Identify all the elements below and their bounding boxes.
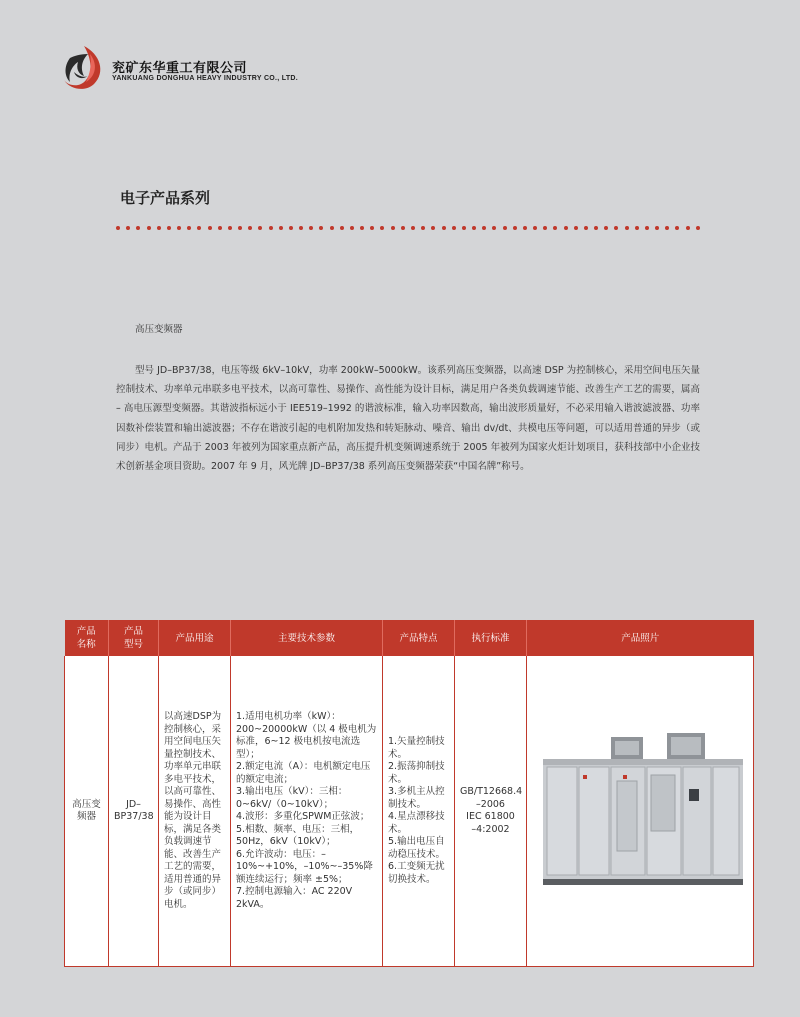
divider-dot: [533, 226, 537, 230]
table-row: [65, 656, 754, 967]
divider-dot: [401, 226, 405, 230]
divider-dot: [564, 226, 568, 230]
section-title: 电子产品系列: [120, 189, 211, 207]
header-product-features: 产品特点: [383, 620, 455, 656]
divider-dot: [269, 226, 273, 230]
divider-dot: [442, 226, 446, 230]
divider-dot: [523, 226, 527, 230]
cell-product-model: JD– BP37/38: [109, 656, 159, 967]
divider-dot: [208, 226, 212, 230]
divider-dot: [604, 226, 608, 230]
company-logo-icon: [60, 44, 110, 92]
divider-dot: [279, 226, 283, 230]
header-product-model: 产品 型号: [109, 620, 159, 656]
divider-dot: [594, 226, 598, 230]
divider-dot: [218, 226, 222, 230]
divider-dot: [614, 226, 618, 230]
divider-dot: [350, 226, 354, 230]
divider-dot: [167, 226, 171, 230]
divider-dot: [675, 226, 679, 230]
divider-dot: [258, 226, 262, 230]
divider-dot: [431, 226, 435, 230]
cell-product-name: 高压变 频器: [65, 656, 109, 967]
header-tech-params: 主要技术参数: [231, 620, 383, 656]
divider-dot: [147, 226, 151, 230]
divider-dot: [238, 226, 242, 230]
divider-dot: [645, 226, 649, 230]
divider-dot: [391, 226, 395, 230]
header-product-name: 产品 名称: [65, 620, 109, 656]
divider-dot: [187, 226, 191, 230]
divider-dot: [574, 226, 578, 230]
divider-dot: [584, 226, 588, 230]
divider-dot: [472, 226, 476, 230]
divider-dot: [543, 226, 547, 230]
cell-product-features: 1.矢量控制技术。 2.振荡抑制技术。 3.多机主从控制技术。 4.星点漂移技术。 5.输出电压自动稳压技术。 6.工变频无扰切换技术。: [383, 656, 455, 967]
divider-dot: [665, 226, 669, 230]
header-standard: 执行标准: [455, 620, 527, 656]
divider-dot: [553, 226, 557, 230]
header-product-photo: 产品照片: [527, 620, 754, 656]
divider-dot: [696, 226, 700, 230]
divider-dot: [513, 226, 517, 230]
table-header-row: [65, 620, 754, 656]
product-description: 型号 JD–BP37/38，电压等级 6kV–10kV，功率 200kW–5000kW。该系列高压变频器，以高速 DSP 为控制核心，采用空间电压矢量控制技术、功率单元串联多电平技术，以高可靠性、易操作、高性能为设计目标，满足用户各类负载调速节能、改善生产工艺的需要，属高 – 高电压源型变频器。其谐波指标远小于 IEE519–1992 的谐波标准，输入功率因数高，输出波形质量好，不必采用输入谐波滤波器、功率因数补偿装置和输出滤波器；不存在谐波引起的电机附加发热和转矩脉动、噪音、输出 dv/dt、共模电压等问题，可以适用普通的异步（或同步）电机。产品于 2003 年被列为国家重点新产品，高压提升机变频调速系统于 2005 年被列为国家火炬计划项目，获科技部中小企业技术创新基金项目资助。2007 年 9 月，风光牌 JD–BP37/38 系列高压变频器荣获“中国名牌”称号。: [116, 365, 700, 473]
product-subtitle: 高压变频器: [135, 324, 183, 335]
divider-dot: [319, 226, 323, 230]
divider-dot: [503, 226, 507, 230]
divider-dot: [482, 226, 486, 230]
cell-product-photo: [527, 656, 754, 967]
company-name-en: YANKUANG DONGHUA HEAVY INDUSTRY CO., LTD.: [112, 75, 299, 82]
divider-dot: [686, 226, 690, 230]
divider-dot: [655, 226, 659, 230]
divider-dot: [289, 226, 293, 230]
cell-product-usage: 以高速DSP为控制核心，采用空间电压矢量控制技术、功率单元串联多电平技术，以高可靠性、易操作、高性能为设计目标，满足各类负载调速节能、改善生产工艺的需要，适用普通的异步（或同步）电机。: [159, 656, 231, 967]
divider-dot: [248, 226, 252, 230]
cell-tech-params: 1.适用电机功率（kW）：200~20000kW（以 4 极电机为标准，6~12 极电机按电流选型）； 2.额定电流（A）：电机额定电压的额定电流； 3.输出电压（kV）：三相：0~6kV/（0~10kV）； 4.波形：多重化SPWM正弦波； 5.相数、频率、电压：三相，50Hz，6kV（10kV）； 6.允许波动：电压：–10%~+10%，–10%~–35%降额连续运行；频率 ±5%； 7.控制电源输入：AC 220V 2kVA。: [231, 656, 383, 967]
divider-dot: [126, 226, 130, 230]
divider-dot: [380, 226, 384, 230]
cell-standard: GB/T12668.4 –2006 IEC 61800 –4:2002: [455, 656, 527, 967]
inverter-cabinet-photo: [533, 731, 748, 891]
divider-dot: [635, 226, 639, 230]
header-product-usage: 产品用途: [159, 620, 231, 656]
divider-dot: [116, 226, 120, 230]
divider-dot: [197, 226, 201, 230]
divider-dot: [177, 226, 181, 230]
divider-dot: [330, 226, 334, 230]
divider-dot: [309, 226, 313, 230]
divider-dot: [360, 226, 364, 230]
divider-dot: [625, 226, 629, 230]
divider-dot: [370, 226, 374, 230]
divider-dot: [492, 226, 496, 230]
product-table: [64, 620, 753, 967]
divider-dot: [340, 226, 344, 230]
divider-dot: [157, 226, 161, 230]
divider-dot: [136, 226, 140, 230]
divider-dot: [299, 226, 303, 230]
company-name-cn: 兖矿东华重工有限公司: [112, 61, 248, 76]
dotted-divider: [116, 224, 700, 232]
divider-dot: [462, 226, 466, 230]
divider-dot: [421, 226, 425, 230]
divider-dot: [452, 226, 456, 230]
divider-dot: [228, 226, 232, 230]
divider-dot: [411, 226, 415, 230]
